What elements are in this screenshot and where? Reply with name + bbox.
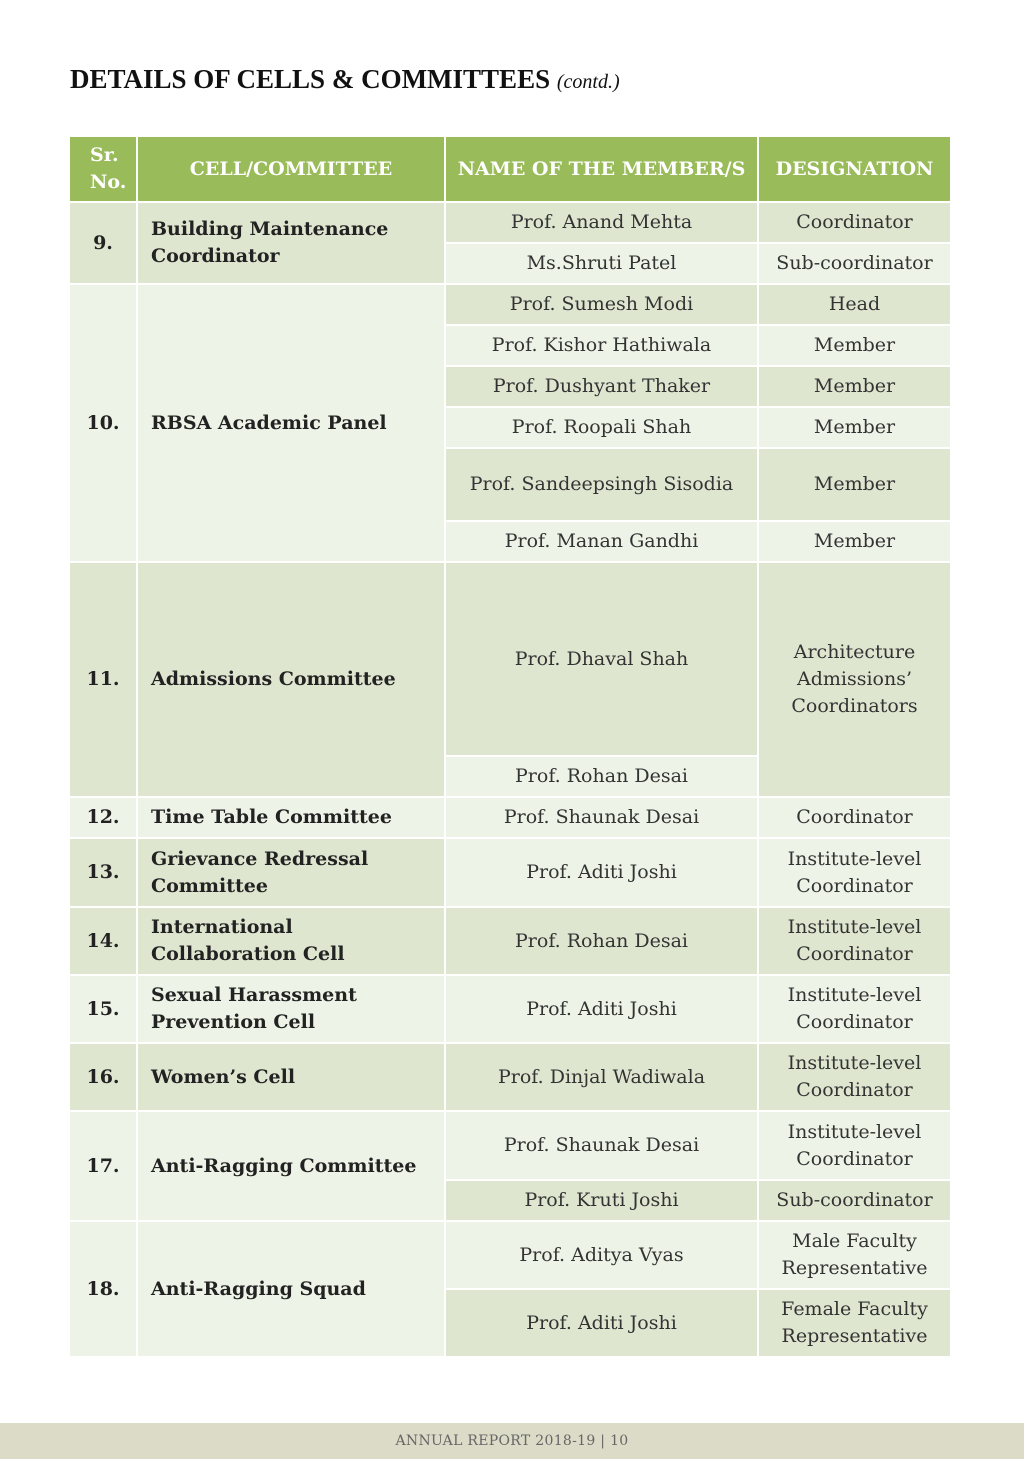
member-designation: Coordinator — [758, 202, 951, 243]
committee-name: RBSA Academic Panel — [137, 284, 445, 562]
member-designation: Institute-level Coordinator — [758, 838, 951, 907]
table-row — [69, 907, 951, 975]
member-designation: Member — [758, 366, 951, 407]
sr-no: 16. — [69, 1043, 137, 1111]
member-name: Prof. Roopali Shah — [445, 407, 758, 448]
member-name: Prof. Dinjal Wadiwala — [445, 1043, 758, 1111]
header-designation: DESIGNATION — [758, 136, 951, 202]
member-name: Prof. Manan Gandhi — [445, 521, 758, 562]
member-name: Prof. Rohan Desai — [445, 907, 758, 975]
member-designation: Member — [758, 407, 951, 448]
table-row — [69, 838, 951, 907]
member-name: Prof. Dushyant Thaker — [445, 366, 758, 407]
committee-name: Anti-Ragging Squad — [137, 1221, 445, 1357]
member-designation: Member — [758, 521, 951, 562]
member-designation: Coordinator — [758, 797, 951, 838]
page-title — [70, 64, 620, 95]
sr-no: 14. — [69, 907, 137, 975]
committee-name: Grievance Redressal Committee — [137, 838, 445, 907]
table-row — [69, 975, 951, 1043]
member-designation: Institute-level Coordinator — [758, 1043, 951, 1111]
table-row — [69, 284, 951, 325]
member-name: Prof. Shaunak Desai — [445, 797, 758, 838]
table-row — [69, 202, 951, 243]
member-designation: Institute-level Coordinator — [758, 1111, 951, 1180]
member-designation: Head — [758, 284, 951, 325]
table-row — [69, 562, 951, 756]
member-name: Prof. Anand Mehta — [445, 202, 758, 243]
member-designation: Male Faculty Representative — [758, 1221, 951, 1289]
footer-text: ANNUAL REPORT 2018-19 | 10 — [395, 1433, 629, 1449]
page-footer — [0, 1423, 1024, 1459]
sr-no: 15. — [69, 975, 137, 1043]
sr-no: 10. — [69, 284, 137, 562]
member-name: Prof. Aditi Joshi — [445, 838, 758, 907]
committee-name: Time Table Committee — [137, 797, 445, 838]
table-header-row — [69, 136, 951, 202]
committee-name: Anti-Ragging Committee — [137, 1111, 445, 1221]
sr-no: 17. — [69, 1111, 137, 1221]
member-name: Prof. Shaunak Desai — [445, 1111, 758, 1180]
member-designation: Sub-coordinator — [758, 1180, 951, 1221]
member-designation: Architecture Admissions’ Coordinators — [758, 562, 951, 797]
member-name: Prof. Rohan Desai — [445, 756, 758, 797]
member-name: Prof. Dhaval Shah — [445, 562, 758, 756]
member-designation: Female Faculty Representative — [758, 1289, 951, 1357]
member-name: Prof. Aditi Joshi — [445, 975, 758, 1043]
member-name: Prof. Kruti Joshi — [445, 1180, 758, 1221]
member-designation: Institute-level Coordinator — [758, 907, 951, 975]
member-name: Prof. Sandeepsingh Sisodia — [445, 448, 758, 521]
member-name: Prof. Kishor Hathiwala — [445, 325, 758, 366]
table-row — [69, 1111, 951, 1180]
page-title-text: DETAILS OF CELLS & COMMITTEES — [70, 64, 551, 94]
member-name: Prof. Sumesh Modi — [445, 284, 758, 325]
member-name: Prof. Aditya Vyas — [445, 1221, 758, 1289]
sr-no: 11. — [69, 562, 137, 797]
table-row — [69, 1221, 951, 1289]
member-name: Prof. Aditi Joshi — [445, 1289, 758, 1357]
sr-no: 13. — [69, 838, 137, 907]
member-designation: Member — [758, 448, 951, 521]
member-name: Ms.Shruti Patel — [445, 243, 758, 284]
member-designation: Institute-level Coordinator — [758, 975, 951, 1043]
sr-no: 9. — [69, 202, 137, 284]
member-designation: Member — [758, 325, 951, 366]
member-designation: Sub-coordinator — [758, 243, 951, 284]
header-member-names: NAME OF THE MEMBER/S — [445, 136, 758, 202]
committee-name: Women’s Cell — [137, 1043, 445, 1111]
header-cell-committee: CELL/COMMITTEE — [137, 136, 445, 202]
committee-name: Building Maintenance Coordinator — [137, 202, 445, 284]
sr-no: 18. — [69, 1221, 137, 1357]
table-row — [69, 797, 951, 838]
committee-name: Admissions Committee — [137, 562, 445, 797]
committees-table — [68, 135, 952, 1358]
page-title-suffix: (contd.) — [556, 71, 620, 93]
table-row — [69, 1043, 951, 1111]
header-sr-no: Sr. No. — [69, 136, 137, 202]
committee-name: Sexual Harassment Prevention Cell — [137, 975, 445, 1043]
committee-name: International Collaboration Cell — [137, 907, 445, 975]
sr-no: 12. — [69, 797, 137, 838]
